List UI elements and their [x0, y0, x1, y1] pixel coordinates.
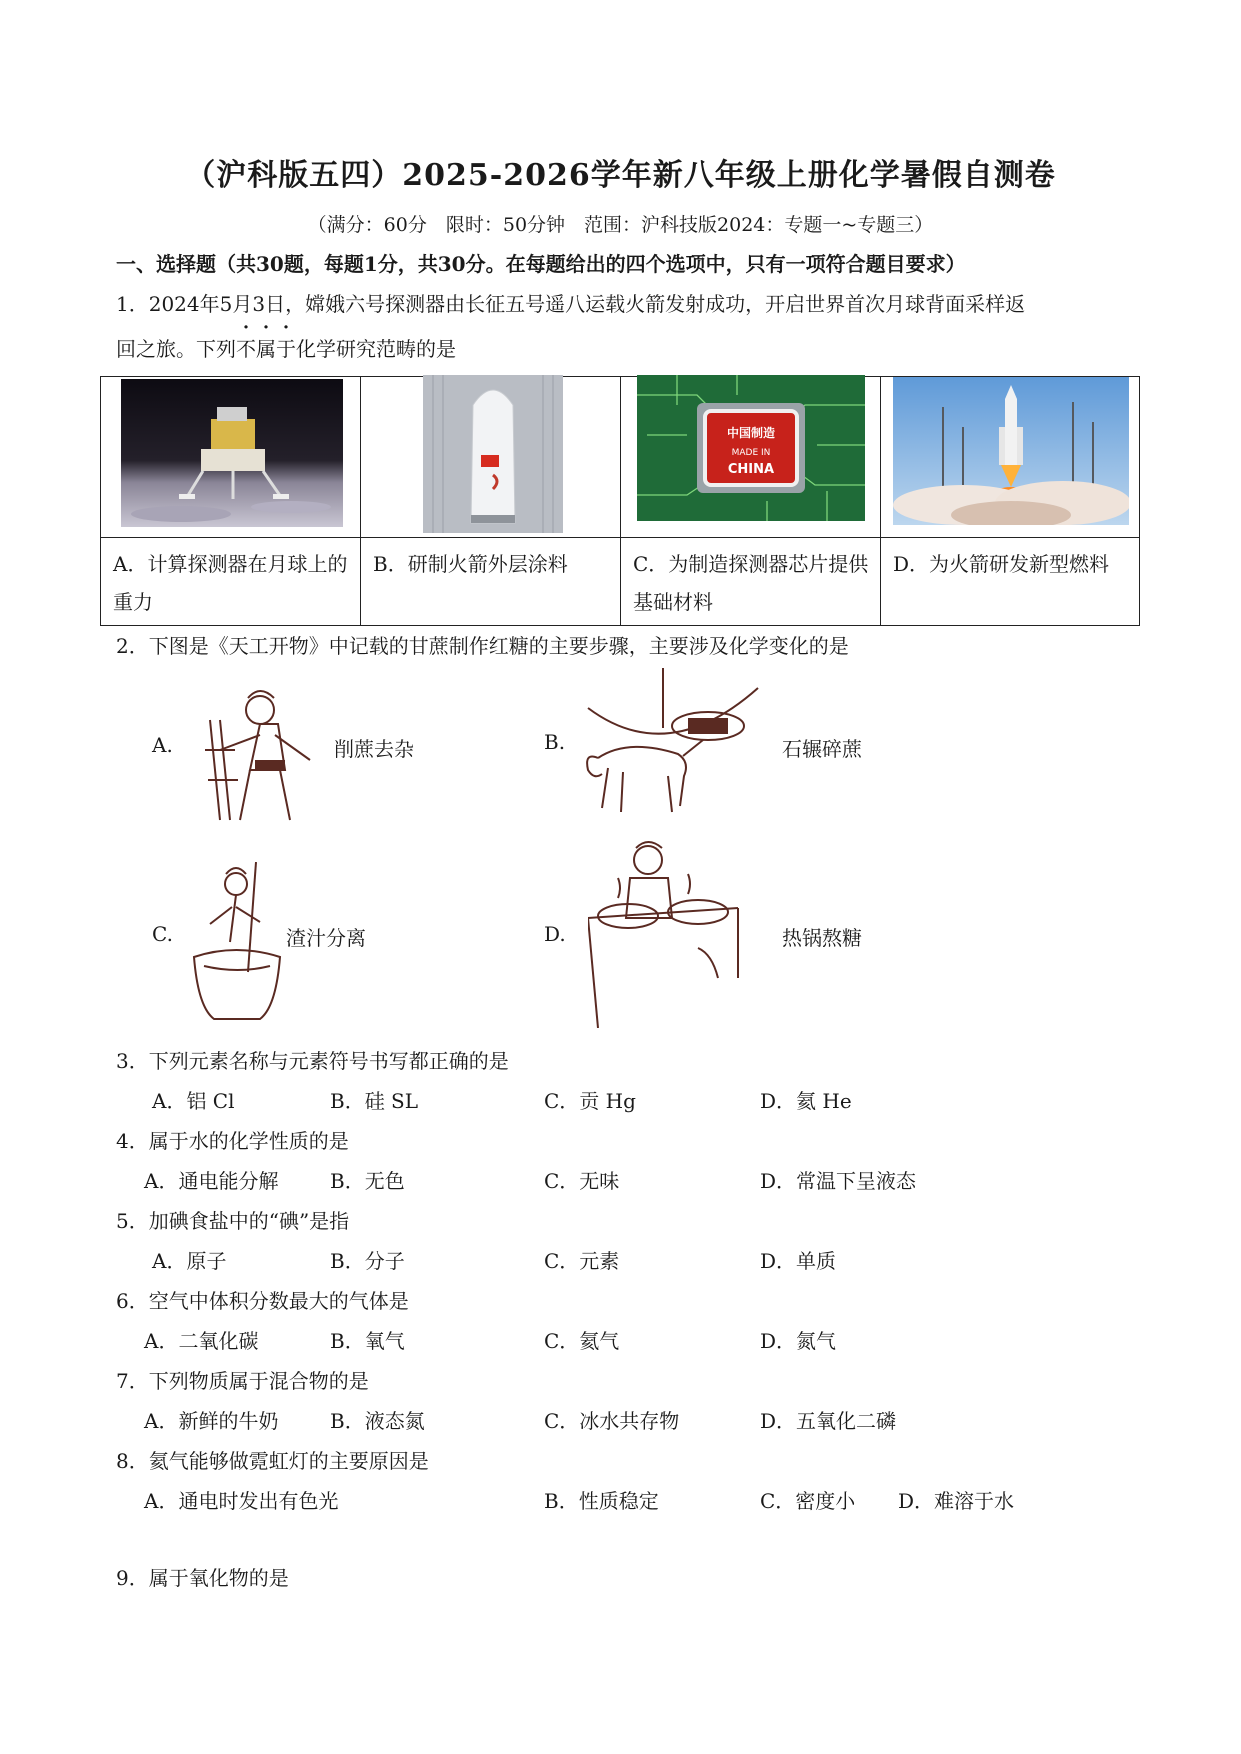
q1-stem-line1: 1．2024年5月3日，嫦娥六号探测器由长征五号遥八运载火箭发射成功，开启世界首次月球背面采样返	[116, 292, 1026, 316]
worker-cutting-cane-illustration	[200, 680, 340, 830]
answer-option[interactable]: D．五氧化二磷	[760, 1409, 897, 1433]
emphasis-char: 不	[236, 337, 256, 361]
answer-option[interactable]: B．性质稳定	[544, 1489, 659, 1513]
page-title: （沪科版五四）2025-2026学年新八年级上册化学暑假自测卷	[185, 158, 1056, 193]
q1-option-a-text: A．计算探测器在月球上的重力	[113, 552, 348, 614]
q1-option-c[interactable]	[621, 377, 881, 625]
q2-stem: 2．下图是《天工开物》中记载的甘蔗制作红糖的主要步骤，主要涉及化学变化的是	[116, 634, 849, 658]
question-stem: 4．属于水的化学性质的是	[116, 1129, 349, 1153]
answer-option[interactable]: B．分子	[330, 1249, 405, 1273]
answer-option[interactable]: A．二氧化碳	[144, 1329, 259, 1353]
q1-option-b[interactable]	[361, 377, 621, 625]
answer-option[interactable]: A．新鲜的牛奶	[144, 1409, 279, 1433]
juice-separation-illustration	[190, 862, 290, 1022]
q1-stem-line2	[116, 333, 456, 362]
chip-label: MADE IN	[731, 448, 771, 458]
answer-option[interactable]: A．通电能分解	[144, 1169, 279, 1193]
question-stem: 8．氦气能够做霓虹灯的主要原因是	[116, 1449, 429, 1473]
chip-label: CHINA	[727, 462, 775, 477]
answer-option[interactable]: A．原子	[152, 1249, 227, 1273]
question-stem: 9．属于氧化物的是	[116, 1566, 289, 1590]
q1-option-d[interactable]	[881, 377, 1139, 625]
q2-option-d-caption: 热锅熬糖	[782, 926, 862, 950]
answer-option[interactable]: C．冰水共存物	[544, 1409, 680, 1433]
answer-option[interactable]: C．氦气	[544, 1329, 620, 1353]
q2-option-c-caption: 渣汁分离	[286, 926, 366, 950]
rocket-fairing-image	[423, 375, 563, 533]
answer-option[interactable]: B．无色	[330, 1169, 405, 1193]
answer-option[interactable]: A．铝 Cl	[152, 1089, 235, 1113]
answer-option[interactable]: B．氧气	[330, 1329, 405, 1353]
boiling-sugar-illustration	[588, 838, 788, 1028]
answer-option[interactable]: C．无味	[544, 1169, 620, 1193]
question-stem: 6．空气中体积分数最大的气体是	[116, 1289, 409, 1313]
rocket-launch-image	[893, 377, 1129, 525]
q1-options-table	[100, 376, 1140, 626]
q2-option-d-letter[interactable]: D.	[544, 922, 566, 946]
section-heading: 一、选择题（共30题，每题1分，共30分。在每题给出的四个选项中，只有一项符合题目要求）	[116, 252, 966, 276]
chip-image	[637, 375, 865, 521]
answer-option[interactable]: D．氦 He	[760, 1089, 852, 1113]
question-stem: 3．下列元素名称与元素符号书写都正确的是	[116, 1049, 509, 1073]
q2-option-b-caption: 石辗碎蔗	[782, 737, 862, 761]
answer-option[interactable]: D．氮气	[760, 1329, 837, 1353]
answer-option[interactable]: C．元素	[544, 1249, 620, 1273]
answer-option[interactable]: B．液态氮	[330, 1409, 425, 1433]
emphasis-char: 属	[256, 337, 276, 361]
answer-option[interactable]: C．密度小	[760, 1489, 856, 1513]
lunar-lander-image	[121, 379, 343, 527]
answer-option[interactable]: B．硅 SL	[330, 1089, 419, 1113]
chip-label: 中国制造	[726, 426, 776, 440]
answer-option[interactable]: A．通电时发出有色光	[144, 1489, 339, 1513]
answer-option[interactable]: D．常温下呈液态	[760, 1169, 917, 1193]
answer-option[interactable]: D．难溶于水	[898, 1489, 1015, 1513]
question-stem: 7．下列物质属于混合物的是	[116, 1369, 369, 1393]
answer-option[interactable]: C．贡 Hg	[544, 1089, 636, 1113]
q1-option-a[interactable]	[101, 377, 361, 625]
q2-option-a-caption: 削蔗去杂	[334, 737, 414, 761]
emphasis-char: 于	[276, 337, 296, 361]
q2-option-a-letter[interactable]: A.	[152, 733, 173, 757]
q2-option-b-letter[interactable]: B.	[544, 730, 566, 754]
ox-grinding-illustration	[578, 668, 768, 818]
q1-stem-pre: 回之旅。下列	[116, 337, 236, 361]
answer-option[interactable]: D．单质	[760, 1249, 837, 1273]
q1-stem-post: 化学研究范畴的是	[296, 337, 456, 361]
q1-option-b-text: B．研制火箭外层涂料	[373, 552, 568, 576]
exam-info: （满分：60分 限时：50分钟 范围：沪科技版2024：专题一~专题三）	[307, 214, 934, 236]
question-stem: 5．加碘食盐中的“碘”是指	[116, 1209, 350, 1233]
q1-option-c-text: C．为制造探测器芯片提供基础材料	[633, 552, 869, 614]
q1-option-d-text: D．为火箭研发新型燃料	[893, 552, 1110, 576]
q2-option-c-letter[interactable]: C.	[152, 922, 173, 946]
